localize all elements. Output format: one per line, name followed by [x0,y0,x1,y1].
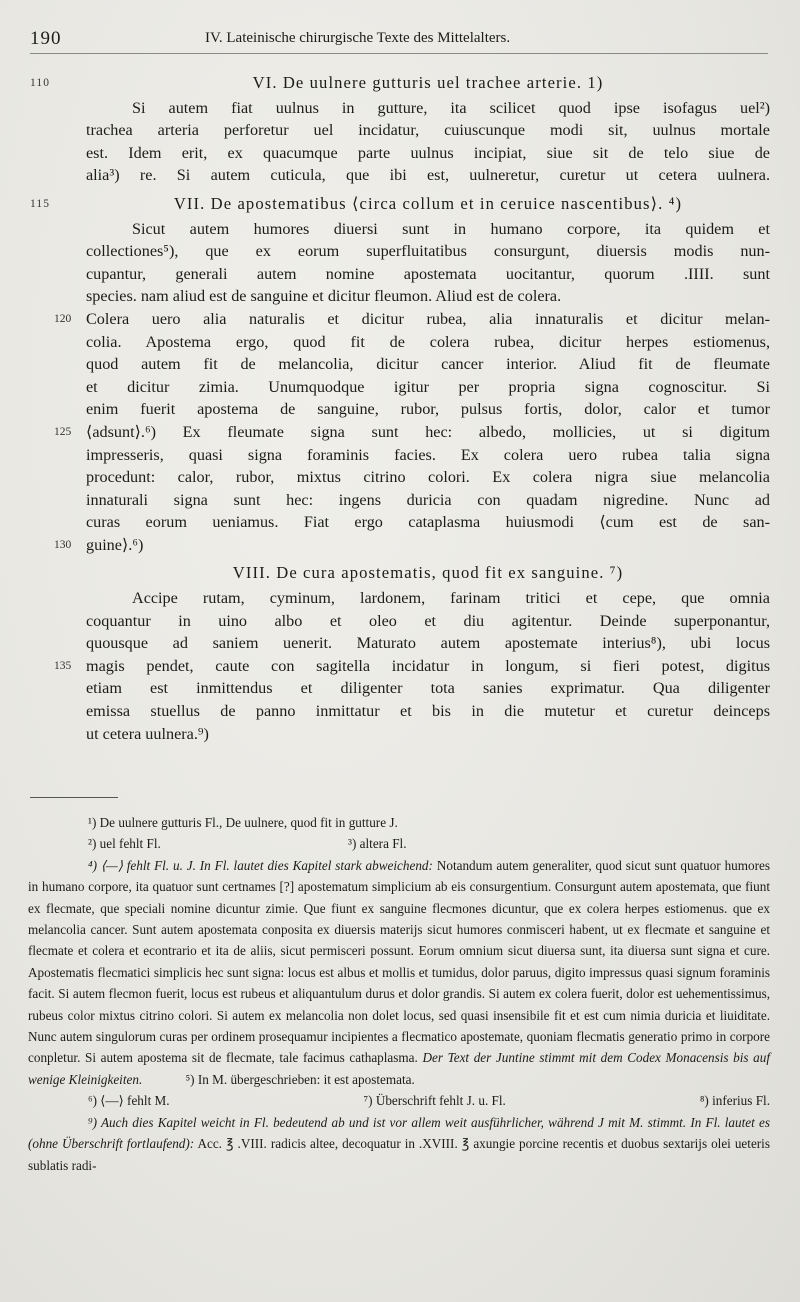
line-text: ⟨adsunt⟩.⁶) Ex fleumate signa sunt hec: albedo, mollicies, ut si digitum [86,422,770,441]
running-header [30,28,770,54]
text-line [86,511,770,534]
footnote-2: ²) uel fehlt Fl. [88,836,161,852]
footnote-4-tail: Der Text der Juntine stimmt mit dem Codex Monacensis bis auf wenige Kleinigkeiten. [28,1050,771,1087]
text-line [86,331,770,354]
text-line [54,308,770,331]
line-number: 110 [30,77,51,89]
section-title-text: VI. De uulnere gutturis uel trachee arterie. 1) [252,73,604,92]
line-text: colia. Apostema ergo, quod fit de colera rubea, dicitur herpes estiomenus, [86,332,770,351]
line-text: coquantur in uino albo et oleo et diu agitentur. Deinde superponantur, [86,611,770,630]
footnote-row-6-8 [28,1090,770,1111]
footnote-9-body: Acc. ℥ .VIII. radicis altee, decoquatur in .XVIII. ℥ axungie porcine recentis et duobus sextarijs olei ueteris sublatis radi- [28,1136,770,1173]
section-title-text: VII. De apostematibus ⟨circa collum et in ceruice nascentibus⟩. ⁴) [173,193,683,213]
footnote-1: ¹) De uulnere gutturis Fl., De uulnere, quod fit in gutture J. [88,815,398,830]
text-line [86,142,770,165]
line-number: 125 [54,425,72,438]
section-title [30,72,770,95]
text-line [86,164,770,187]
header-rule [30,53,768,54]
text-line [86,466,770,489]
main-text [30,72,770,745]
line-text: emissa stuellus de panno inmittatur et bis in die mutetur et curetur deinceps [86,702,770,721]
line-text: collectiones⁵), que ex eorum superfluitatibus consurgunt, diuersis modis nun- [86,242,770,261]
line-text: species. nam aliud est de sanguine et dicitur fleumon. Aliud est de colera. [86,287,562,306]
section-title [30,193,770,216]
line-number: 115 [30,197,51,210]
section-title [86,562,770,585]
line-text: etiam est inmittendus et diligenter tota sanies exprimatur. Qua diligenter [86,679,770,698]
line-text: quousque ad saniem uenerit. Maturato autem apostemate interius⁸), ubi locus [86,634,770,653]
text-line [86,353,770,376]
line-text: innaturali signa sunt hec: ingens duricia con quadam nigredine. Nunc ad [86,490,770,509]
line-text: alia³) re. Si autem cuticula, que ibi est, uulneretur, curetur ut cetera uulnera. [86,166,770,185]
line-text: procedunt: calor, rubor, mixtus citrino colori. Ex colera nigra siue melancolia [86,468,770,487]
line-text: magis pendet, caute con sagitella incidatur in longum, si fieri potest, digitus [86,656,770,675]
footnotes [28,812,770,1176]
text-line [86,632,770,655]
text-line [86,723,770,746]
text-line [86,610,770,633]
footnote-6: ⁶) ⟨—⟩ fehlt M. [88,1093,170,1109]
page-number: 190 [30,28,62,49]
line-number: 120 [54,312,72,325]
footnote-4-body: Notandum autem generaliter, quod sicut sunt quatuor humores in humano corpore, ita quatuor sunt certnames [?] apostematum simplicium ab eis consurgentium. Consurgunt autem apostemata, que fiunt ex flecmate, que speciali nomine dicuntur zimie. Que fiunt ex sanguine flecmones dicuntur, que ex colera herpes estiomenus. que ex melancolia cancer. Sunt autem apostemata conposita ex diuersis materijs sicut humores conmisceri habent, ut ex flecmate et sanguine et flecmate et colera et econtrario et ita de aliis, sicut permisceri possunt. Eorum omnium sicut diuersa sunt, ita diuersa sunt signa et cure. Apostematis flecmatici simplicis hec sunt signa: locus est albus et mollis et tumidus, dolor paruus, digito impressus quasi signum foraminis facit. Si autem flecmon fuerit, locus est rubeus et aliquantulum durus et dolor grandis. Si autem ex colera fuerit, dolor est uehementissimus, rubeus color mixtus citrino colori. Si autem ex melancolia non dolet locus, sed quasi insensibile fit et est cum nimia duricia et liuiditate. Nunc autem singulorum curas per ordinem prosequamur incipientes a flecmatico apostemate, quoniam flecmatis generatio primo in corpore conpletur. Si autem apostema sit de flecmate, tale facimus cathaplasma. [28,857,771,1066]
line-text: enim fuerit apostema de sanguine, rubor, pulsus fortis, dolor, calor et tumor [86,400,770,419]
footnote-7: ⁷) Überschrift fehlt J. u. Fl. [363,1093,506,1109]
line-text: et dicitur zimia. Unumquodque igitur per propria signa cognoscitur. Si [86,377,770,396]
text-line [86,587,770,610]
line-text: Sicut autem humores diuersi sunt in humano corpore, ita quidem et [132,219,770,238]
running-title: IV. Lateinische chirurgische Texte des Mittelalters. [205,30,511,46]
text-line [54,534,770,557]
text-line [86,677,770,700]
line-text: ut cetera uulnera.⁹) [86,724,209,743]
footnote-row-2-3 [28,833,770,854]
footnote-5: ⁵) In M. übergeschrieben: it est apostemata. [185,1071,415,1087]
line-text: Si autem fiat uulnus in gutture, ita scilicet quod ipse isofagus uel²) [132,98,770,117]
text-line [86,218,770,241]
text-line [86,376,770,399]
line-text: Accipe rutam, cyminum, lardonem, farinam tritici et cepe, que omnia [132,589,770,608]
line-text: impresseris, quasi signa foraminis facies. Ex colera uero rubea talia signa [86,445,770,464]
text-line [86,119,770,142]
text-line [86,263,770,286]
line-text: curas eorum ueniamus. Fiat ergo cataplasma huiusmodi ⟨cum est de san- [86,513,770,532]
text-line [86,700,770,723]
line-text: est. Idem erit, ex quacumque parte uulnus incipiat, siue sit de telo siue de [86,143,770,162]
footnote-8: ⁸) inferius Fl. [699,1093,770,1109]
line-text: quod autem fit de melancolia, dicitur cancer interior. Aliud fit de fleumate [86,355,770,374]
text-line [86,489,770,512]
footnote-4 [28,855,770,1090]
footnote-9-head: ⁹) Auch dies Kapitel weicht in Fl. bedeutend ab und ist vor allem weit ausführlicher, während J mit M. stimmt. In Fl. lautet es (ohne Überschrift fortlaufend): [28,1114,770,1152]
line-number: 130 [54,538,72,551]
text-line [86,398,770,421]
footnote-rule [30,797,118,798]
line-number: 135 [54,659,72,672]
text-line [54,655,770,678]
footnote-4-head: ⁴) ⟨—⟩ fehlt Fl. u. J. In Fl. lautet dies Kapitel stark abweichend: [88,857,433,873]
footnote-3: ³) altera Fl. [348,836,407,852]
section-title-text: VIII. De cura apostematis, quod fit ex sanguine. ⁷) [232,563,624,583]
text-line [86,240,770,263]
text-line [86,97,770,120]
line-text: trachea arteria perforetur uel incidatur, cuiuscunque modi sit, uulnus mortale [86,121,770,140]
text-line [86,444,770,467]
line-text: Colera uero alia naturalis et dicitur rubea, alia innaturalis et dicitur melan- [86,309,770,328]
text-line [86,285,770,308]
text-line [54,421,770,444]
line-text: guine⟩.⁶) [86,535,144,554]
footnote-9 [28,1112,770,1176]
line-text: cupantur, generali autem nomine apostemata uocitantur, quorum .IIII. sunt [86,264,770,283]
